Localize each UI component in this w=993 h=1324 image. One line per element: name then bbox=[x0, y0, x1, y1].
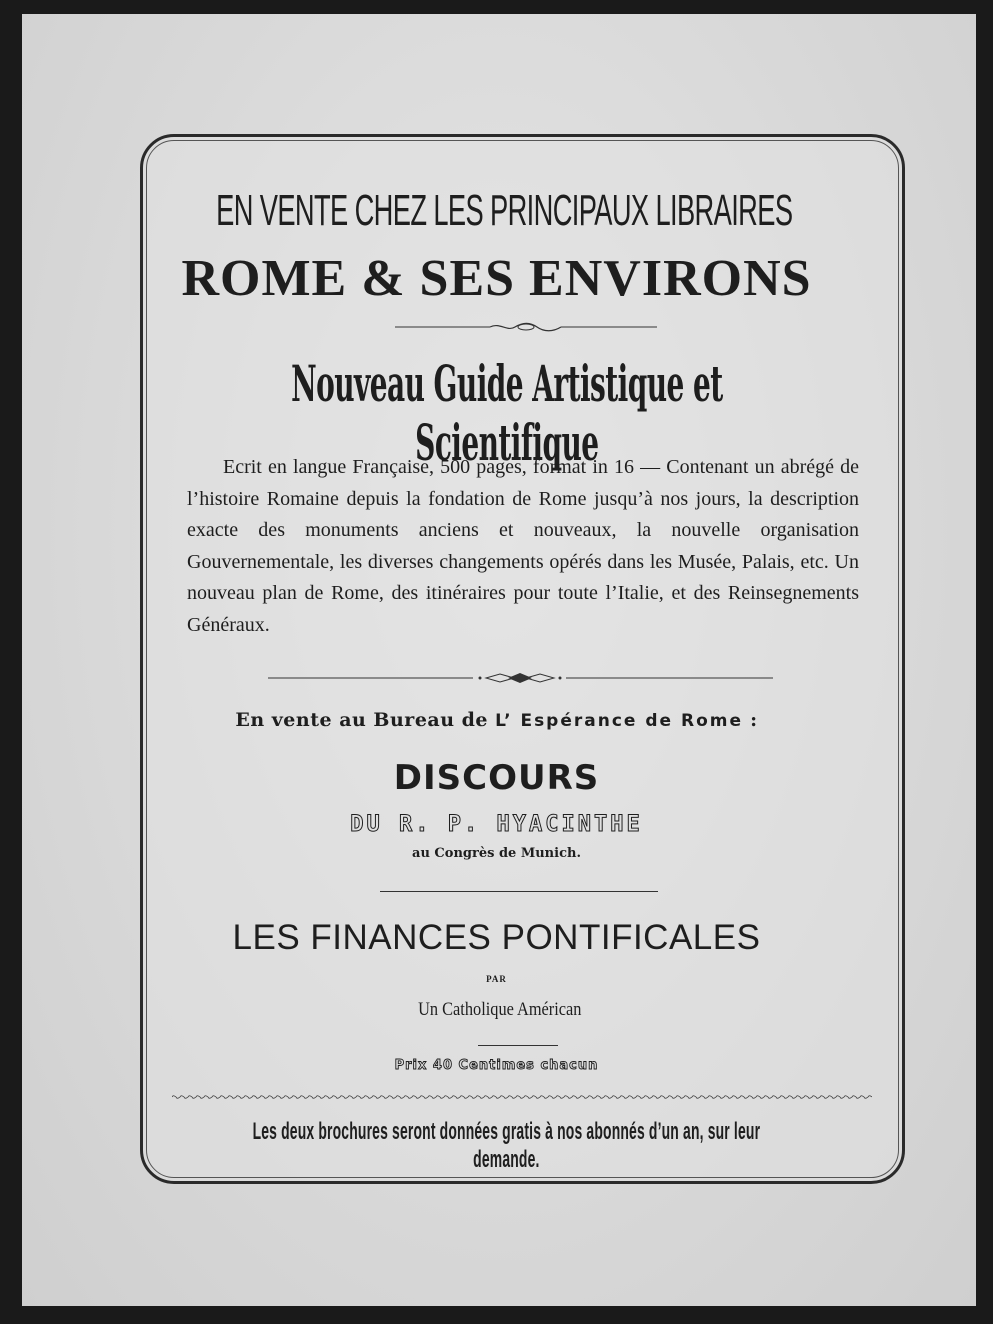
discours-venue: au Congrès de Munich. bbox=[412, 846, 581, 861]
divider-rule-2 bbox=[478, 1045, 558, 1046]
divider-rule-1 bbox=[380, 891, 658, 892]
book-title: ROME & SES ENVIRONS bbox=[181, 250, 812, 307]
ornament-divider-1 bbox=[395, 320, 657, 334]
publication-name: L’ Espérance de Rome bbox=[495, 711, 743, 731]
wavy-divider bbox=[172, 1094, 872, 1100]
discours-title: DISCOURS bbox=[393, 758, 600, 798]
finances-author: Un Catholique Américan bbox=[418, 999, 582, 1020]
book-description: Ecrit en langue Française, 500 pages, format in 16 — Contenant un abrégé de l’histoire Romaine depuis la fondation de Rome jusqu’à nos jours, la description exacte des monuments anciens et nouveaux, la nouvelle organisation Gouvernementale, les diverses changements opérés dans les Musée, Palais, etc. Un nouveau plan de Rome, des itinéraires pour toute l’Italie, et des Reinsegnements Généraux. bbox=[187, 456, 859, 636]
finances-title: LES FINANCES PONTIFICALES bbox=[232, 918, 761, 957]
footer-notice: Les deux brochures seront données gratis à nos abonnés d’un an, sur leur demande. bbox=[252, 1118, 761, 1173]
finances-by: PAR bbox=[486, 974, 507, 984]
book-subtitle: Nouveau Guide Artistique et Scientifique bbox=[291, 354, 723, 472]
ornament-divider-2 bbox=[268, 671, 773, 685]
sale-suffix: : bbox=[750, 709, 758, 731]
sale-notice bbox=[0, 709, 993, 731]
sale-prefix: En vente au Bureau de bbox=[235, 709, 489, 731]
discours-author: DU R. P. HYACINTHE bbox=[350, 812, 643, 837]
heading-top: EN VENTE CHEZ LES PRINCIPAUX LIBRAIRES bbox=[216, 186, 793, 235]
price-notice: Prix 40 Centimes chacun bbox=[394, 1058, 599, 1073]
